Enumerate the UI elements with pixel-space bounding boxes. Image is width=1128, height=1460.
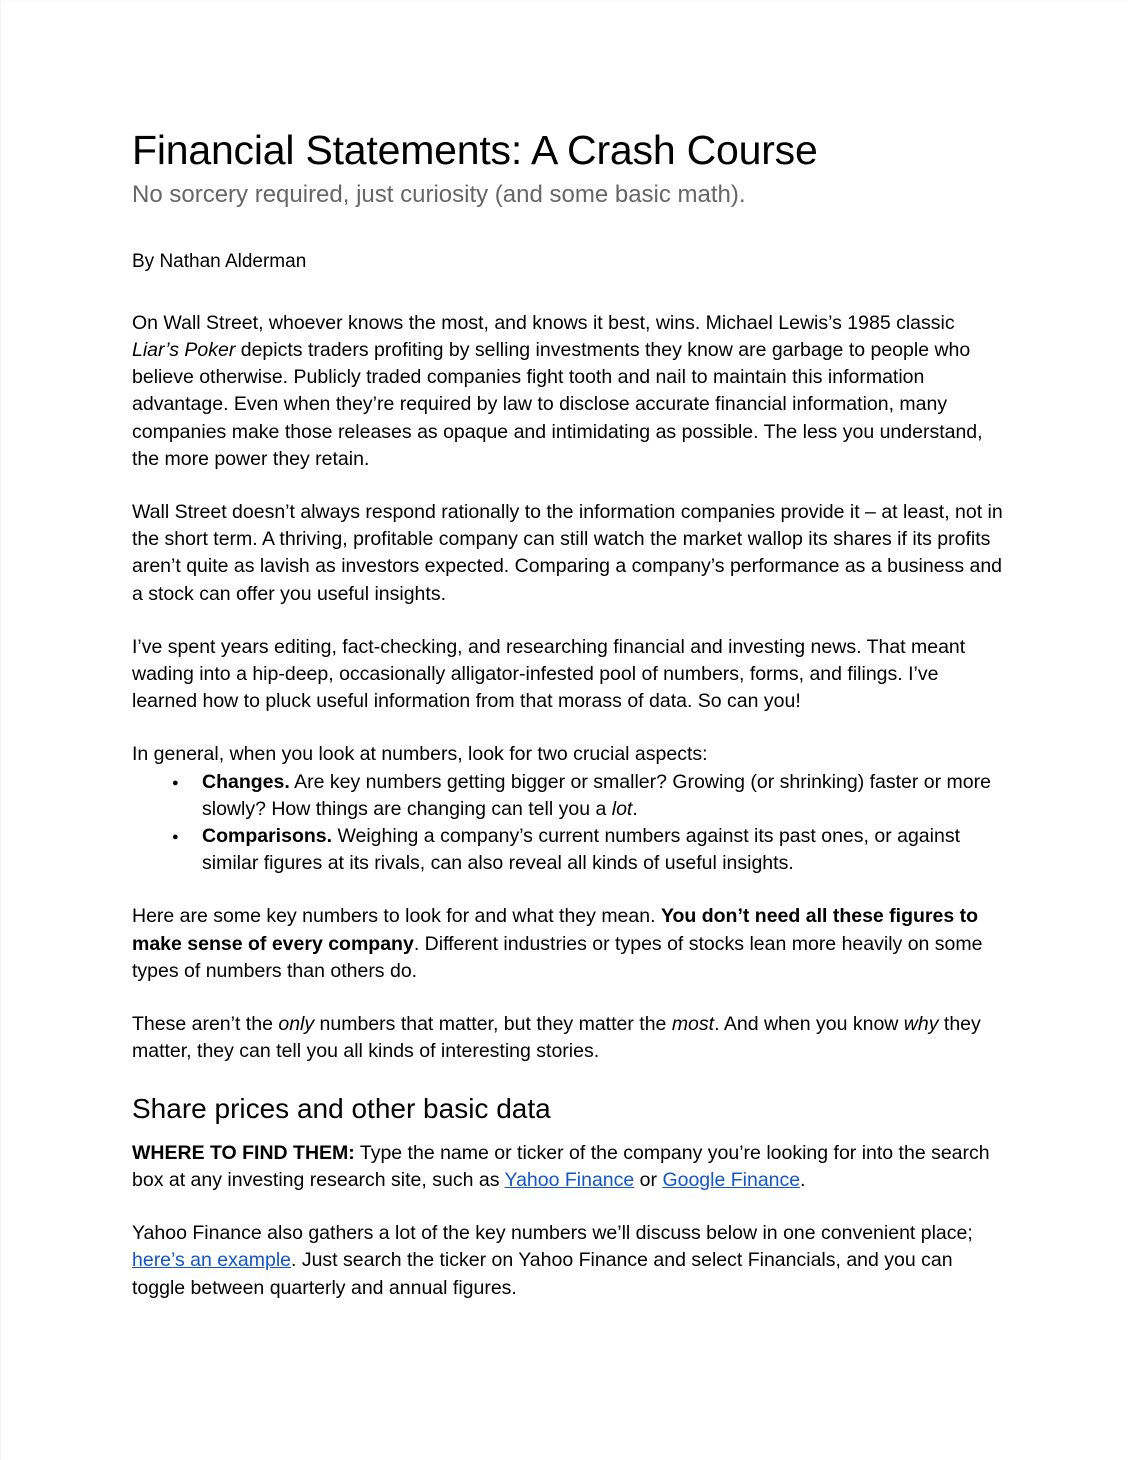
text-run: . Just search the ticker on Yahoo Finance and select Financials, and you can toggle between quarterly and annual figures. xyxy=(132,1249,953,1299)
list-item xyxy=(172,769,1004,823)
section-heading-share-prices: Share prices and other basic data xyxy=(132,1093,551,1125)
text-run: Yahoo Finance also gathers a lot of the key numbers we’ll discuss below in one convenient place; xyxy=(132,1222,973,1245)
text-run: they matter, they can tell you all kinds of interesting stories. xyxy=(132,1012,981,1063)
paragraph-market-rationality: Wall Street doesn’t always respond rationally to the information companies provide it – at least, not in the short term. A thriving, profitable company can still watch the market wallop its shares if its profits aren’t quite as lavish as investors expected. Comparing a company’s performance as a business and a stock can offer you useful insights. xyxy=(132,500,1003,605)
paragraph-key-numbers xyxy=(132,903,1004,985)
text-run: . xyxy=(800,1168,806,1191)
paragraph-yahoo-note xyxy=(132,1220,1004,1302)
text-run: . Different industries or types of stocks lean more heavily on some types of numbers than others do. xyxy=(132,932,983,982)
paragraph-numbers-that-matter xyxy=(132,1011,1004,1065)
link-heres-an-example[interactable]: here’s an example xyxy=(132,1249,291,1272)
crucial-aspects-list xyxy=(132,769,1004,878)
text-run: or xyxy=(634,1168,663,1191)
text-run: . xyxy=(632,797,638,820)
emphasis-italic: most xyxy=(671,1012,715,1035)
emphasis-bold: You don’t need all these figures to make sense of every company xyxy=(132,905,979,955)
link-yahoo-finance[interactable]: Yahoo Finance xyxy=(504,1168,635,1191)
text-run: depicts traders profiting by selling investments they know are garbage to people who believe otherwise. Publicly traded companies fight tooth and nail to maintain this information advantage. Even when they’re required by law to disclose accurate financial information, many companies make those releases as opaque and intimidating as possible. The less you understand, the more power they retain. xyxy=(132,338,983,470)
book-title-italic: Liar’s Poker xyxy=(132,338,236,361)
paragraph-intro-wallstreet xyxy=(132,310,1004,473)
text-run: On Wall Street, whoever knows the most, and knows it best, wins. Michael Lewis’s 1985 classic xyxy=(132,311,955,334)
emphasis-italic: only xyxy=(278,1012,315,1035)
text-run: Here are some key numbers to look for and what they mean. xyxy=(132,905,661,928)
text-run: Weighing a company’s current numbers against its past ones, or against similar figures at its rivals, can also reveal all kinds of useful insights. xyxy=(202,824,960,875)
where-to-find-label: WHERE TO FIND THEM: xyxy=(132,1141,355,1164)
text-run: . And when you know xyxy=(714,1012,904,1035)
paragraph-two-aspects-intro: In general, when you look at numbers, look for two crucial aspects: xyxy=(132,743,708,766)
list-item xyxy=(172,823,1004,877)
paragraph-where-to-find xyxy=(132,1140,1004,1194)
emphasis-italic: why xyxy=(903,1012,939,1035)
text-run: These aren’t the xyxy=(132,1012,279,1035)
author-byline: By Nathan Alderman xyxy=(132,251,307,273)
text-run: Type the name or ticker of the company you’re looking for into the search box at any investing research site, such as xyxy=(132,1141,990,1191)
document-content xyxy=(132,127,1004,1328)
text-run: numbers that matter, but they matter the xyxy=(314,1012,672,1035)
paragraph-author-experience: I’ve spent years editing, fact-checking, and researching financial and investing news. That meant wading into a hip-deep, occasionally alligator-infested pool of numbers, forms, and filings. I’ve learned how to pluck useful information from that morass of data. So can you! xyxy=(132,635,966,713)
page-title: Financial Statements: A Crash Course xyxy=(132,127,818,173)
text-run: Are key numbers getting bigger or smaller? Growing (or shrinking) faster or more slowly? How things are changing can tell you a xyxy=(202,770,991,820)
link-google-finance[interactable]: Google Finance xyxy=(662,1168,801,1191)
emphasis-italic: lot xyxy=(611,797,633,820)
page-subtitle: No sorcery required, just curiosity (and some basic math). xyxy=(132,181,746,209)
list-item-lead: Comparisons. xyxy=(202,824,333,847)
list-item-lead: Changes. xyxy=(202,770,290,793)
